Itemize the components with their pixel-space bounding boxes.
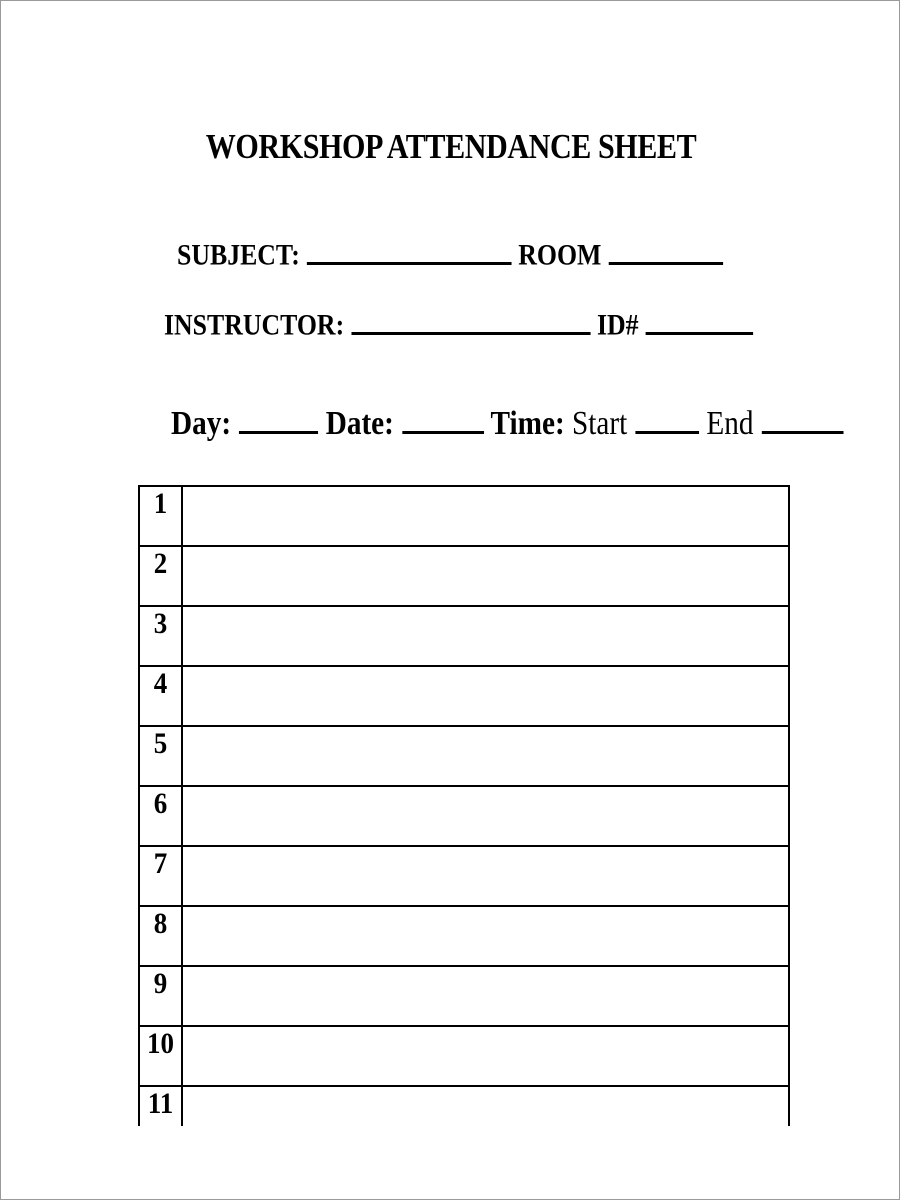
table-row [139,1026,789,1086]
row-number: 7 [141,846,180,906]
row-name-input[interactable] [182,726,789,786]
table-row [139,1086,789,1126]
row-name-input[interactable] [182,846,789,906]
row-number: 1 [141,486,180,546]
row-name-input[interactable] [182,1086,789,1126]
row-number: 5 [141,726,180,786]
table-row [139,966,789,1026]
row-name-input[interactable] [182,486,789,546]
row-name-input[interactable] [182,786,789,846]
row-number: 4 [141,666,180,726]
row-number: 10 [141,1026,180,1086]
row-name-input[interactable] [182,966,789,1026]
table-row [139,486,789,546]
attendance-table-body [139,486,789,1126]
row-name-input[interactable] [182,606,789,666]
room-label: ROOM [518,238,602,272]
subject-room-field-row [177,237,723,273]
day-date-time-field-row [171,403,843,443]
id-label: ID# [597,308,639,342]
start-time-input[interactable] [635,403,699,434]
subject-input[interactable] [307,237,512,265]
row-number: 6 [141,786,180,846]
time-label: Time: [490,404,565,442]
date-input[interactable] [402,403,484,434]
table-row [139,846,789,906]
table-row [139,786,789,846]
subject-label: SUBJECT: [177,238,300,272]
row-name-input[interactable] [182,666,789,726]
page-title: WORKSHOP ATTENDANCE SHEET [205,127,697,166]
row-name-input[interactable] [182,546,789,606]
row-name-input[interactable] [182,1026,789,1086]
day-label: Day: [171,404,232,442]
table-row [139,606,789,666]
date-label: Date: [325,404,394,442]
table-row [139,726,789,786]
room-input[interactable] [609,237,723,265]
day-input[interactable] [239,403,318,434]
instructor-input[interactable] [351,307,590,335]
id-input[interactable] [646,307,754,335]
instructor-label: INSTRUCTOR: [164,308,345,342]
row-number: 2 [141,546,180,606]
table-row [139,546,789,606]
row-number: 8 [141,906,180,966]
table-row [139,906,789,966]
start-label: Start [572,404,628,442]
attendance-table [138,485,790,1126]
row-number: 3 [141,606,180,666]
row-number: 11 [141,1086,180,1126]
end-time-input[interactable] [762,403,844,434]
table-row [139,666,789,726]
instructor-id-field-row [164,307,753,343]
row-number: 9 [141,966,180,1026]
row-name-input[interactable] [182,906,789,966]
end-label: End [706,404,754,442]
